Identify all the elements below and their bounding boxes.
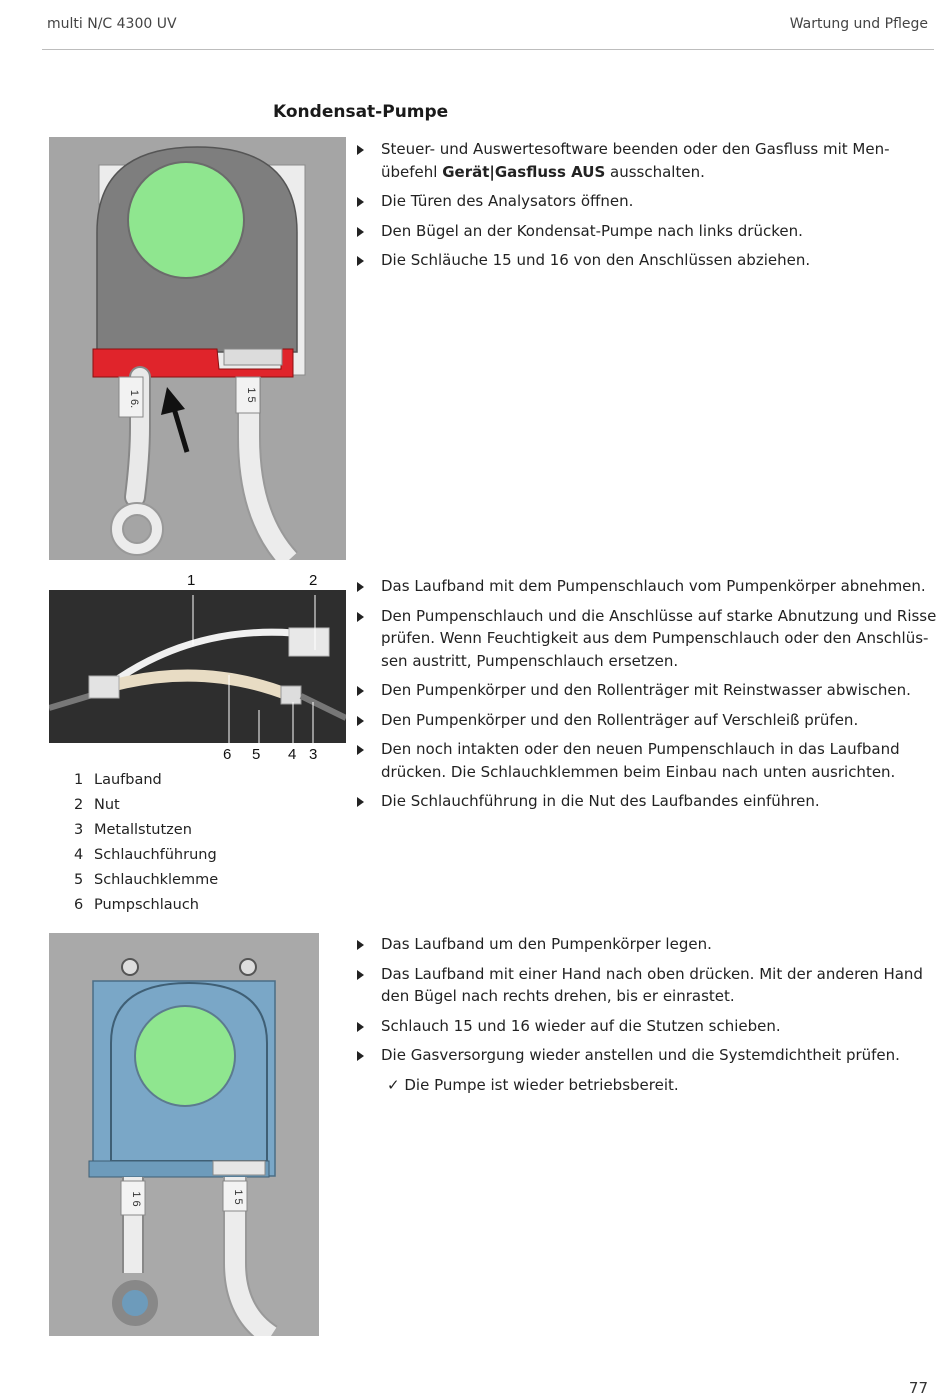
triangle-bullet-icon [357, 716, 364, 726]
triangle-bullet-icon [357, 145, 364, 155]
step-text: Die Gasversorgung wieder anstellen und die Systemdichtheit prüfen. [381, 1046, 900, 1064]
step-item [357, 249, 937, 272]
triangle-bullet-icon [357, 686, 364, 696]
step-text: Schlauch 15 und 16 wieder auf die Stutzen schieben. [381, 1016, 781, 1035]
step-item [357, 605, 937, 673]
callout-4: 4 [288, 746, 297, 763]
header-document-title: multi N/C 4300 UV [47, 16, 177, 32]
step-text: Die Schläuche 15 und 16 von den Anschlüssen abziehen. [381, 251, 811, 269]
triangle-bullet-icon [357, 797, 364, 807]
triangle-bullet-icon [357, 612, 364, 622]
step-item [357, 1015, 937, 1038]
figure-belt-and-pump-tube [49, 590, 346, 743]
step-item [357, 790, 937, 813]
step-text: ausschalten. [605, 162, 705, 181]
steps-check-tube [357, 575, 937, 820]
triangle-bullet-icon [357, 256, 364, 266]
step-item [357, 1044, 937, 1067]
step-item [357, 575, 937, 598]
tube-label-16: 1 6. [128, 389, 140, 409]
step-text: Das Laufband mit dem Pumpenschlauch vom Pumpenkörper abnehmen. [381, 577, 926, 595]
result-text: Die Pumpe ist wieder betriebsbereit. [404, 1075, 679, 1094]
step-text: Das Laufband um den Pumpenkörper legen. [381, 935, 712, 953]
figure-pump-closed [49, 933, 319, 1336]
tube-label-16: 1 6 [130, 1191, 142, 1207]
step-item [357, 190, 937, 213]
callout-2: 2 [309, 572, 318, 589]
callout-1: 1 [187, 572, 196, 589]
step-text: Die Türen des Analysators öffnen. [381, 192, 634, 210]
legend-item: 4 Schlauchführung [74, 847, 217, 863]
step-item [357, 933, 937, 956]
triangle-bullet-icon [357, 940, 364, 950]
step-text: Das Laufband mit einer Hand nach oben drücken. Mit der anderen Hand den Bügel nach rechts drehen, bis er einrastet. [381, 964, 923, 1005]
step-item [357, 679, 937, 702]
steps-remove-hoses [357, 138, 937, 279]
header-divider [42, 49, 934, 50]
step-item [357, 738, 937, 783]
triangle-bullet-icon [357, 1022, 364, 1032]
legend-item: 1 Laufband [74, 772, 162, 788]
callout-6: 6 [223, 746, 232, 763]
legend-item: 5 Schlauchklemme [74, 872, 219, 888]
page-number: 77 [908, 1379, 928, 1397]
step-text: Den Pumpenkörper und den Rollenträger auf Verschleiß prüfen. [381, 710, 859, 729]
result-item [357, 1074, 937, 1096]
step-text: Den Pumpenschlauch und die Anschlüsse auf starke Abnutzung und Risse prüfen. Wenn Feuchtigkeit aus dem Pumpenschlauch oder den Anschlüssen austritt, Pumpenschlauch ersetzen. [381, 606, 937, 670]
section-title: Kondensat-Pumpe [273, 102, 449, 122]
step-item [357, 220, 937, 243]
legend-item: 3 Metallstutzen [74, 822, 192, 838]
triangle-bullet-icon [357, 745, 364, 755]
callout-3: 3 [309, 746, 318, 763]
callout-5: 5 [252, 746, 261, 763]
result-line [357, 1074, 937, 1096]
menu-path: Gerät|Gasfluss AUS [442, 162, 606, 181]
step-item [357, 963, 937, 1008]
step-text: Die Schlauchführung in die Nut des Laufbandes einführen. [381, 792, 820, 810]
header-chapter-title: Wartung und Pflege [789, 16, 928, 32]
step-text: Steuer- und Auswertesoftware beenden oder den Gasfluss mit Menübefehl [381, 140, 890, 181]
tube-label-15: 1 5 [245, 387, 257, 403]
tube-label-15: 1 5 [232, 1189, 244, 1205]
triangle-bullet-icon [357, 227, 364, 237]
step-text: Den Pumpenkörper und den Rollenträger mit Reinstwasser abwischen. [381, 681, 911, 699]
step-text: Den noch intakten oder den neuen Pumpenschlauch in das Laufband drücken. Die Schlauchklemmen beim Einbau nach unten ausrichten. [381, 740, 900, 781]
step-item [357, 709, 937, 732]
legend-item: 2 Nut [74, 797, 120, 813]
legend-item: 6 Pumpschlauch [74, 897, 199, 913]
checkmark-icon: ✓ [387, 1075, 400, 1094]
figure-pump-open-clamp [49, 137, 346, 560]
figure-legend [74, 768, 218, 918]
steps-reassemble [357, 933, 937, 1103]
triangle-bullet-icon [357, 197, 364, 207]
triangle-bullet-icon [357, 582, 364, 592]
step-item [357, 138, 937, 183]
step-text: Den Bügel an der Kondensat-Pumpe nach links drücken. [381, 221, 803, 240]
triangle-bullet-icon [357, 1051, 364, 1061]
triangle-bullet-icon [357, 970, 364, 980]
